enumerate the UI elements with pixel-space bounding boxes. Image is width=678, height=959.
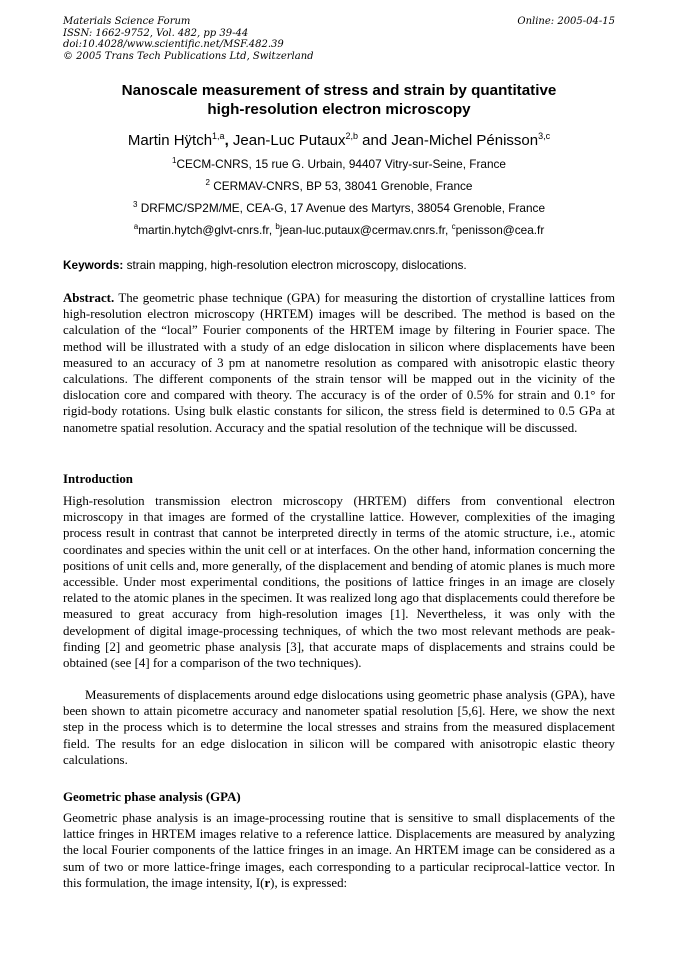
gpa-text-end: ), is expressed: (270, 875, 348, 890)
email-mark: b (275, 222, 280, 231)
email-mark: c (451, 222, 456, 231)
introduction-paragraph-1: High-resolution transmission electron microscopy (HRTEM) differs from conventional electron microscopy in that images are formed of the crystalline lattice. However, complexities of the imaging process result in contrast that cannot be interpreted directly in terms of the atomic structure, i.e., atomic coordinates and species within the unit cell or at interfaces. On the other hand, information concerning the positions of unit cells and, more generally, of the displacement and bending of atomic planes is much more accessible. Under most experimental conditions, the positions of lattice fringes in an image are closely related to the atomic planes in the specimen. It was realized long ago that displacements could therefore be measured to great accuracy from high-resolution images [1]. Nevertheless, it was only with the development of digital image-processing techniques, of which the two most relevant methods are peak-finding [2] and geometric phase analysis [3], that accurate maps of displacements and strains could be obtained (see [4] for a comparison of the two techniques). (63, 494, 615, 671)
email-link[interactable]: penisson@cea.fr (455, 223, 545, 237)
email-link[interactable]: jean-luc.putaux@cermav.cnrs.fr, (279, 223, 452, 237)
affiliation-mark: 3 (132, 200, 138, 209)
introduction-paragraph-2: Measurements of displacements around edge dislocations using geometric phase analysis (GPA), have been shown to attain picometre accuracy and nanometer spatial resolution [5,6]. Here, we show the next step in the process which is to determine the local stresses and strains from the measured displacement field. The results for an edge dislocation in silicon will be compared with anisotropic elastic theory calculations. (63, 688, 615, 767)
affiliation-1 (63, 157, 615, 171)
author-affiliation-mark: 2,b (345, 131, 358, 141)
paper-title (63, 81, 615, 119)
author-affiliation-mark: 1,a (212, 131, 225, 141)
affiliation-mark: 1 (171, 156, 177, 165)
author-separator: and (358, 132, 392, 149)
affiliation-text: DRFMC/SP2M/ME, CEA-G, 17 Avenue des Martyrs, 38054 Grenoble, France (137, 201, 546, 215)
affiliation-text: CERMAV-CNRS, BP 53, 38041 Grenoble, France (209, 179, 473, 193)
email-mark: a (133, 222, 139, 231)
author-list (63, 132, 615, 150)
keywords (63, 258, 615, 272)
author-affiliation-mark: 3,c (538, 131, 551, 141)
issn-line: ISSN: 1662-9752, Vol. 482, pp 39-44 (63, 27, 249, 39)
author-name: Martin Hÿtch (127, 132, 213, 149)
author-separator: , (224, 132, 233, 149)
doi-line: doi:10.4028/www.scientific.net/MSF.482.39 (63, 39, 284, 50)
gpa-heading: Geometric phase analysis (GPA) (63, 790, 241, 804)
abstract-label: Abstract. (63, 291, 115, 305)
keywords-text: strain mapping, high-resolution electron microscopy, dislocations. (123, 258, 467, 272)
gpa-vector-symbol: r (264, 875, 271, 890)
copyright-line: © 2005 Trans Tech Publications Ltd, Switzerland (63, 50, 314, 62)
journal-header (63, 16, 615, 62)
author-name: Jean-Michel Pénisson (391, 132, 539, 149)
online-date: Online: 2005-04-15 (517, 16, 615, 27)
affiliation-2 (63, 179, 615, 193)
gpa-text: Geometric phase analysis is an image-processing routine that is sensitive to small displacements of the lattice fringes in HRTEM images relative to a reference lattice. Displacements are measured by analyzing the local Fourier components of the lattice fringes in an image. An HRTEM image can be considered as a sum of two or more lattice-fringe images, each corresponding to a particular reciprocal-lattice vector. In this formulation, the image intensity, I( (63, 811, 615, 890)
abstract-text: The geometric phase technique (GPA) for measuring the distortion of crystalline lattices from high-resolution electron microscopy (HRTEM) images will be described. The method is based on the calculation of the “local” Fourier components of the HRTEM image by filtering in Fourier space. The method will be illustrated with a study of an edge dislocation in silicon where displacements have been measured to an accuracy of 3 pm at nanometre resolution as compared with anisotropic elastic theory calculations. The different components of the strain tensor will be mapped out in the vicinity of the dislocation core and compared with theory. The accuracy is of the order of 0.5% for strain and 0.1° for rigid-body rotations. Using bulk elastic constants for silicon, the stress field is determined to 0.5 GPa at nanometre spatial resolution. Accuracy and the spatial resolution of the technique will be discussed. (63, 291, 615, 435)
gpa-paragraph-1 (63, 810, 615, 891)
title-line-2: high-resolution electron microscopy (207, 101, 471, 118)
journal-name: Materials Science Forum (63, 16, 191, 27)
author-emails (63, 223, 615, 237)
affiliation-text: CECM-CNRS, 15 rue G. Urbain, 94407 Vitry-sur-Seine, France (176, 157, 506, 171)
email-link[interactable]: martin.hytch@glvt-cnrs.fr, (138, 223, 276, 237)
author-name: Jean-Luc Putaux (232, 132, 346, 149)
affiliation-mark: 2 (205, 178, 210, 187)
abstract (63, 290, 615, 436)
title-line-1: Nanoscale measurement of stress and strain by quantitative (121, 82, 557, 99)
keywords-label: Keywords: (63, 258, 124, 272)
introduction-heading: Introduction (63, 472, 133, 486)
affiliation-3 (63, 201, 615, 215)
